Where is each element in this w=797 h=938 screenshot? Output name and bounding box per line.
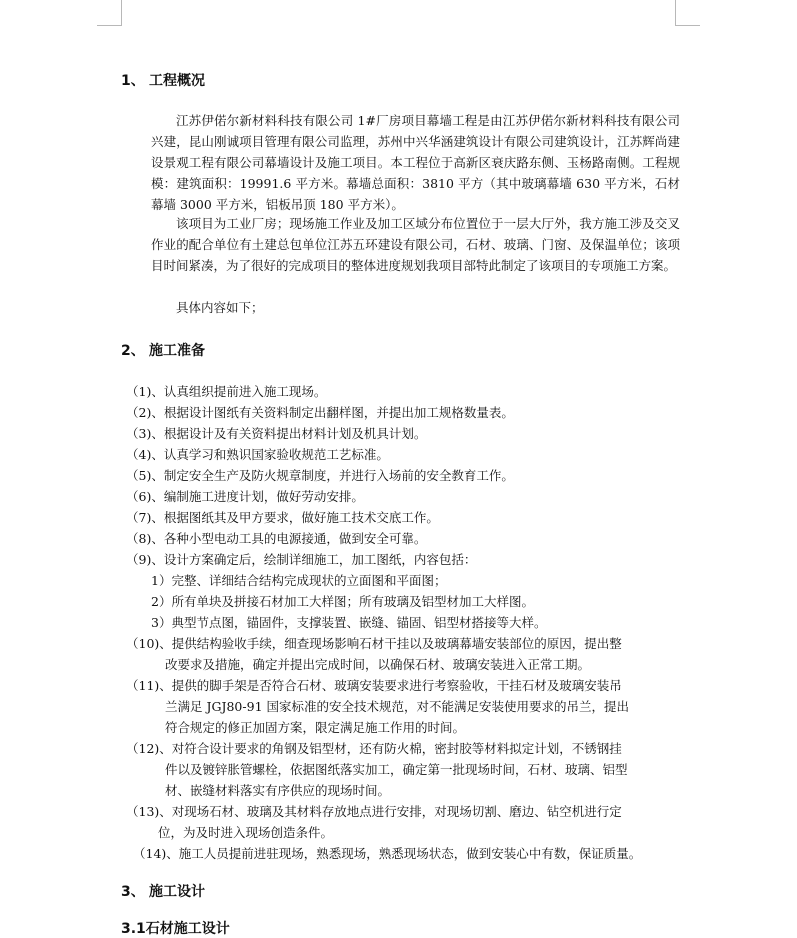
crop-mark-top-left-v [121,0,122,25]
crop-mark-top-right-v [675,0,676,25]
prep-item-12-line-3: 材、嵌缝材料落实有序供应的现场时间。 [165,783,391,798]
prep-item-13-line-1: （13)、对现场石材、玻璃及其材料存放地点进行安排，对现场切割、磨边、钻空机进行定 [126,804,622,819]
prep-item-2: （2)、根据设计图纸有关资料制定出翻样图，并提出加工规格数量表。 [126,405,514,420]
prep-item-4: （4)、认真学习和熟识国家验收规范工艺标准。 [126,447,389,462]
prep-item-9: （9)、设计方案确定后，绘制详细施工，加工图纸，内容包括： [126,552,477,567]
prep-item-11-line-1: （11)、提供的脚手架是否符合石材、玻璃安装要求进行考察验收，干挂石材及玻璃安装吊 [126,678,622,693]
prep-item-14: （14)、施工人员提前进驻现场，熟悉现场，熟悉现场状态，做到安装心中有数，保证质量。 [133,846,642,861]
section-title: 工程概况 [149,73,205,89]
overview-paragraph-1: 江苏伊偌尔新材料科技有限公司 1#厂房项目幕墙工程是由江苏伊偌尔新材料科技有限公司兴建，昆山刚诚项目管理有限公司监理，苏州中兴华涵建筑设计有限公司建筑设计，江苏辉尚建设景观工程有限公司幕墙设计及施工项目。本工程位于高新区衰庆路东侧、玉杨路南侧。工程规模：建筑面积：19991.6 平方米。幕墙总面积：3810 平方（其中玻璃幕墙 630 平方米，石材幕墙 3000 平方米，铝板吊顶 180 平方米）。 [151,113,680,212]
section-number: 3、 [121,884,145,900]
section-heading-overview [121,70,205,90]
prep-item-10-line-1: （10)、提供结构验收手续，细查现场影响石材干挂以及玻璃幕墙安装部位的原因，提出整 [126,636,622,651]
section-number: 2、 [121,343,145,359]
prep-item-7: （7)、根据图纸其及甲方要求，做好施工技术交底工作。 [126,510,439,525]
section-title: 施工准备 [149,343,205,359]
prep-subitem-9-1: 1）完整、详细结合结构完成现状的立面图和平面图； [151,573,447,588]
overview-paragraph-2: 该项目为工业厂房；现场施工作业及加工区域分布位置位于一层大厅外，我方施工涉及交叉作业的配合单位有土建总包单位江苏五环建设有限公司，石材、玻璃、门窗、及保温单位；该项目时间紧凑，为了很好的完成项目的整体进度规划我项目部特此制定了该项目的专项施工方案。 [151,216,680,273]
prep-item-11-line-2: 兰满足 JGJ80-91 国家标准的安全技术规范，对不能满足安装使用要求的吊兰，提出 [165,699,629,714]
prep-subitem-9-2: 2）所有单块及拼接石材加工大样图；所有玻璃及铝型材加工大样图。 [151,594,534,609]
section-title: 施工设计 [149,884,205,900]
prep-item-13-line-2: 位，为及时进入现场创造条件。 [158,825,334,840]
prep-item-1: （1)、认真组织提前进入施工现场。 [126,384,327,399]
section-number: 1、 [121,73,145,89]
prep-subitem-9-3: 3）典型节点图，锚固件，支撑装置、嵌缝、锚固、铝型材搭接等大样。 [151,615,547,630]
prep-item-12-line-2: 件以及镀锌胀管螺栓，依据图纸落实加工，确定第一批现场时间，石材、玻璃、铝型 [165,762,628,777]
subsection-heading-stone-design: 3.1石材施工设计 [121,921,230,937]
section-heading-design [121,881,205,901]
prep-item-10-line-2: 改要求及措施，确定并提出完成时间，以确保石材、玻璃安装进入正常工期。 [165,657,591,672]
crop-mark-top-left-h [97,25,122,26]
prep-item-12-line-1: （12)、对符合设计要求的角钢及铝型材，还有防火棉，密封胶等材料拟定计划，不锈钢挂 [126,741,622,756]
prep-item-8: （8)、各种小型电动工具的电源接通，做到安全可靠。 [126,531,427,546]
prep-item-11-line-3: 符合规定的修正加固方案，限定满足施工作用的时间。 [165,720,466,735]
overview-paragraph-3: 具体内容如下； [176,300,264,315]
prep-item-6: （6)、编制施工进度计划，做好劳动安排。 [126,489,364,504]
section-heading-preparation [121,340,205,360]
prep-item-5: （5)、制定安全生产及防火规章制度，并进行入场前的安全教育工作。 [126,468,514,483]
prep-item-3: （3)、根据设计及有关资料提出材料计划及机具计划。 [126,426,427,441]
crop-mark-top-right-h [675,25,700,26]
